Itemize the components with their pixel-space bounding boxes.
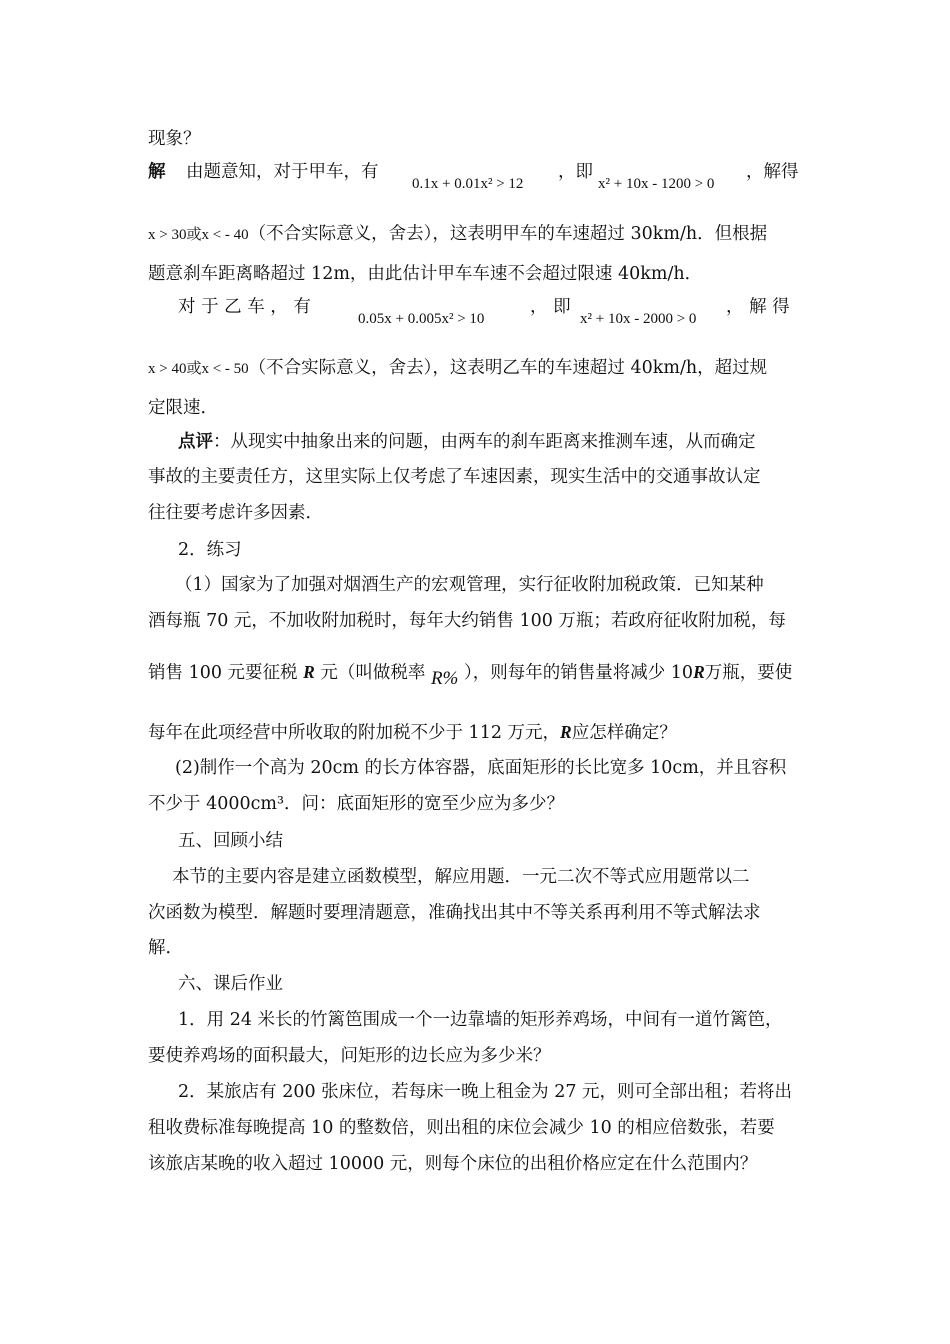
text-line: (2)制作一个高为 20cm 的长方体容器，底面矩形的长比宽多 10cm，并且容积: [175, 758, 787, 778]
text-line: 酒每瓶 70 元，不加收附加税时，每年大约销售 100 万瓶；若政府征收附加税，每: [148, 611, 786, 631]
text-line: 事故的主要责任方，这里实际上仅考虑了车速因素，现实生活中的交通事故认定: [148, 467, 761, 487]
text-segment: 万瓶，要使: [704, 663, 793, 683]
comment-line: [178, 430, 808, 454]
text-segment: ），则每年的销售量将减少 10: [463, 663, 694, 683]
text-segment: （不合实际意义，舍去），这表明甲车的车速超过 30km/h．但根据: [248, 224, 768, 244]
solution-line-2: [148, 222, 808, 247]
variable: R: [303, 662, 315, 682]
section-heading: 六、课后作业: [178, 974, 283, 994]
formula: x > 30或x < - 40: [148, 227, 249, 243]
solution-label: 解: [148, 162, 166, 182]
section-heading: 五、回顾小结: [178, 831, 283, 851]
formula: 0.1x + 0.01x² > 12: [412, 176, 524, 192]
text-segment: 元（叫做税率: [320, 663, 426, 683]
solution-line-3: [178, 295, 808, 327]
text-segment: 由题意知，对于甲车，有: [186, 162, 379, 182]
formula: x > 40或x < - 50: [148, 361, 249, 377]
section-heading: 2．练习: [178, 540, 242, 560]
text-line: 租收费标准每晚提高 10 的整数倍，则出租的床位会减少 10 的相应倍数张，若要: [148, 1118, 775, 1138]
formula: R%: [430, 668, 459, 689]
formula: x² + 10x - 2000 > 0: [580, 311, 697, 327]
text-segment: ：从现实中抽象出来的问题，由两车的刹车距离来推测车速，从而确定: [213, 432, 756, 452]
text-segment: 应怎样确定？: [571, 723, 677, 743]
solution-line-4: [148, 356, 808, 381]
formula: 0.05x + 0.005x² > 10: [358, 311, 485, 327]
text-line: 不少于 4000cm³．问：底面矩形的宽至少应为多少？: [148, 794, 565, 814]
text-line: 解．: [148, 938, 183, 958]
variable: R: [693, 662, 705, 682]
text-line: 定限速．: [148, 398, 218, 418]
text-segment: ， 解 得: [726, 297, 790, 317]
text-segment: （不合实际意义，舍去），这表明乙车的车速超过 40km/h，超过规: [248, 358, 768, 378]
exercise-line: [148, 720, 808, 745]
text-line: （1）国家为了加强对烟酒生产的宏观管理，实行征收附加税政策．已知某种: [175, 575, 764, 595]
text-line: 2．某旅店有 200 张床位，若每床一晚上租金为 27 元，则可全部出租；若将出: [178, 1082, 793, 1102]
text-line: 1．用 24 米长的竹篱笆围成一个一边靠墙的矩形养鸡场，中间有一道竹篱笆，: [178, 1010, 783, 1030]
text-line: 次函数为模型．解题时要理清题意，准确找出其中不等关系再利用不等式解法求: [148, 903, 761, 923]
text-line: 要使养鸡场的面积最大，问矩形的边长应为多少米？: [148, 1046, 551, 1066]
text-line: 现象？: [148, 129, 201, 149]
text-line: 题意刹车距离略超过 12m，由此估计甲车车速不会超过限速 40km/h．: [148, 264, 703, 284]
text-segment: 销售 100 元要征税: [148, 663, 298, 683]
variable: R: [560, 722, 572, 742]
comment-label: 点评: [178, 432, 213, 452]
solution-line-1: [148, 160, 808, 192]
exercise-line: [148, 660, 808, 689]
text-segment: 对 于 乙 车 ， 有: [178, 297, 311, 317]
text-segment: ，解得: [746, 162, 799, 182]
text-segment: 每年在此项经营中所收取的附加税不少于 112 万元，: [148, 723, 561, 743]
text-line: 本节的主要内容是建立函数模型，解应用题．一元二次不等式应用题常以二: [172, 867, 750, 887]
formula: x² + 10x - 1200 > 0: [598, 176, 715, 192]
text-line: 该旅店某晚的收入超过 10000 元，则每个床位的出租价格应定在什么范围内？: [148, 1154, 758, 1174]
text-line: 往往要考虑许多因素．: [148, 503, 323, 523]
text-segment: ， 即: [530, 297, 571, 317]
text-segment: ，即: [558, 162, 593, 182]
